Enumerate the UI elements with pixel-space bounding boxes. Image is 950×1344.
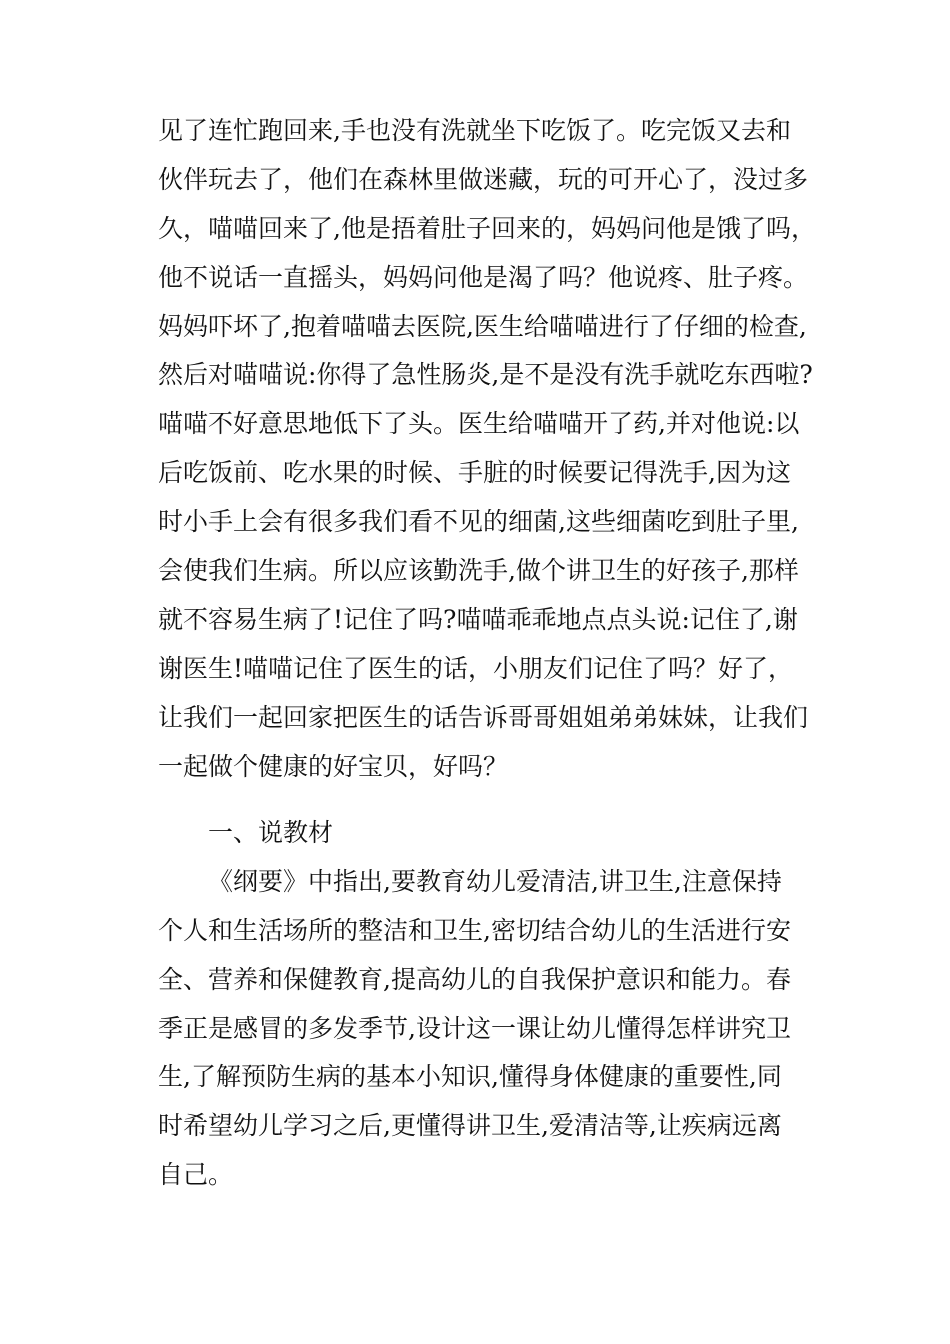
section-line: 生,了解预防生病的基本小知识,懂得身体健康的重要性,同 <box>158 1062 782 1092</box>
story-line: 伙伴玩去了，他们在森林里做迷藏，玩的可开心了，没过多 <box>158 164 809 194</box>
story-line: 然后对喵喵说:你得了急性肠炎,是不是没有洗手就吃东西啦? <box>158 360 813 390</box>
section-line: 时希望幼儿学习之后,更懂得讲卫生,爱清洁等,让疾病远离 <box>158 1111 782 1141</box>
section-line: 《纲要》中指出,要教育幼儿爱清洁,讲卫生,注意保持 <box>208 866 782 896</box>
story-line: 谢医生!喵喵记住了医生的话，小朋友们记住了吗？好了， <box>158 653 794 683</box>
section-line: 自己。 <box>158 1160 234 1190</box>
story-line: 喵喵不好意思地低下了头。医生给喵喵开了药,并对他说:以 <box>158 409 800 439</box>
story-line: 他不说话一直摇头，妈妈问他是渴了吗？他说疼、肚子疼。 <box>158 262 809 292</box>
section-heading: 一、说教材 <box>208 818 334 847</box>
section-line: 个人和生活场所的整洁和卫生,密切结合幼儿的生活进行安 <box>158 915 791 945</box>
story-line: 后吃饭前、吃水果的时候、手脏的时候要记得洗手,因为这 <box>158 458 791 488</box>
story-line: 见了连忙跑回来,手也没有洗就坐下吃饭了。吃完饭又去和 <box>158 116 791 145</box>
story-line: 让我们一起回家把医生的话告诉哥哥姐姐弟弟妹妹，让我们 <box>158 702 809 732</box>
story-line: 会使我们生病。所以应该勤洗手,做个讲卫生的好孩子,那样 <box>158 556 799 586</box>
story-line: 一起做个健康的好宝贝，好吗？ <box>158 751 509 781</box>
story-line: 久，喵喵回来了,他是捂着肚子回来的，妈妈问他是饿了吗， <box>158 213 816 243</box>
story-line: 就不容易生病了!记住了吗?喵喵乖乖地点点头说:记住了,谢 <box>158 604 798 634</box>
story-line: 时小手上会有很多我们看不见的细菌,这些细菌吃到肚子里, <box>158 507 799 537</box>
section-line: 全、营养和保健教育,提高幼儿的自我保护意识和能力。春 <box>158 964 791 994</box>
story-paragraph <box>158 107 838 791</box>
section-line: 季正是感冒的多发季节,设计这一课让幼儿懂得怎样讲究卫 <box>158 1013 791 1043</box>
story-line: 妈妈吓坏了,抱着喵喵去医院,医生给喵喵进行了仔细的检查, <box>158 311 807 341</box>
section-textbook <box>158 809 838 1200</box>
